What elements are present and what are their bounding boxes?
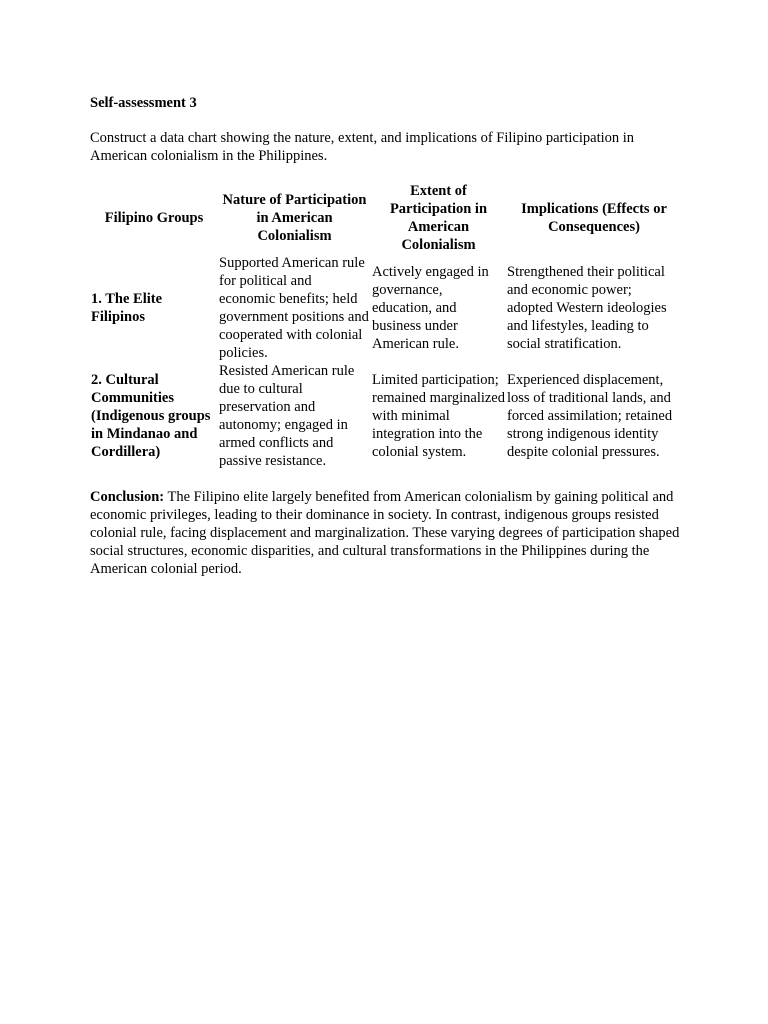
implications-cell: Strengthened their political and economic power; adopted Western ideologies and lifestyles, leading to social stratification.: [507, 264, 667, 352]
implications-cell: Experienced displacement, loss of traditional lands, and forced assimilation; retained strong indigenous identity despite colonial pressures.: [507, 372, 673, 460]
conclusion-label: Conclusion:: [90, 489, 165, 505]
header-implications: Implications (Effects or Consequences): [521, 201, 667, 235]
page-heading: Self-assessment 3: [90, 95, 197, 111]
header-filipino-groups: Filipino Groups: [104, 210, 204, 226]
extent-cell: Actively engaged in governance, education, and business under American rule.: [372, 264, 489, 352]
header-extent: Extent of Participation in American Colonialism: [389, 183, 488, 253]
document-page: [90, 94, 680, 593]
extent-cell: Limited participation; remained marginalized with minimal integration into the colonial system.: [372, 372, 505, 460]
nature-cell: Supported American rule for political and economic benefits; held government positions and cooperated with colonial policies.: [219, 255, 369, 361]
nature-cell: Resisted American rule due to cultural preservation and autonomy; engaged in armed conflicts and passive resistance.: [219, 363, 355, 469]
group-cell: 1. The Elite Filipinos: [91, 291, 163, 325]
table-row: [90, 362, 682, 470]
participation-table: [90, 182, 682, 470]
table-row: [90, 254, 682, 362]
intro-paragraph: Construct a data chart showing the nature, extent, and implications of Filipino participation in American colonialism in the Philippines.: [90, 130, 635, 164]
header-nature: Nature of Participation in American Colonialism: [222, 192, 367, 244]
conclusion-paragraph: [90, 488, 680, 578]
table-header-row: [90, 182, 682, 254]
conclusion-text: The Filipino elite largely benefited from American colonialism by gaining political and economic privileges, leading to their dominance in society. In contrast, indigenous groups resisted colonial rule, facing displacement and marginalization. These varying degrees of participation shaped social structures, economic disparities, and cultural transformations in the Philippines during the American colonial period.: [90, 489, 680, 577]
group-cell: 2. Cultural Communities (Indigenous groups in Mindanao and Cordillera): [91, 372, 211, 460]
